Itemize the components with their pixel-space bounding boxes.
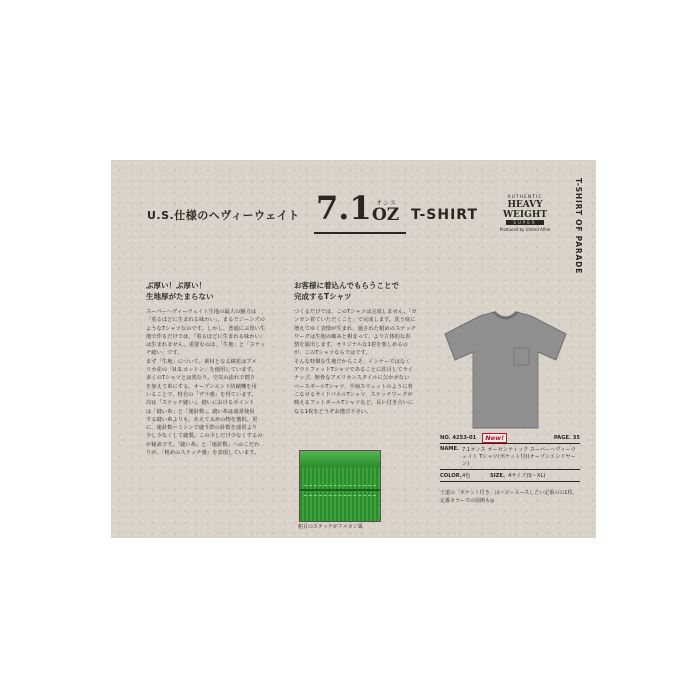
product-info xyxy=(440,432,580,505)
product-number: NO. 4253-01 xyxy=(440,434,477,441)
product-name-row xyxy=(440,444,580,470)
product-description: 王道の「ポケット付き」はヘビーユースしたい定番のの1枚。定番カラーでの展開も◎ xyxy=(440,490,578,504)
size-label: SIZE. xyxy=(490,472,505,479)
weight-unit: OZ xyxy=(372,205,400,225)
catalog-page xyxy=(111,160,596,538)
vertical-series-title: T-SHIRT OF PARADE xyxy=(574,178,583,275)
new-badge: New! xyxy=(482,433,507,443)
color-label: COLOR. xyxy=(440,472,462,479)
tshirt-title: T-SHIRT xyxy=(411,207,479,223)
logo-line-4: Produced by United Athle xyxy=(499,227,551,232)
name-label: NAME. xyxy=(440,446,460,452)
product-spec-row xyxy=(440,470,580,482)
weight-title xyxy=(314,190,406,234)
logo-line-1: AUTHENTIC xyxy=(507,195,543,200)
heavy-weight-logo xyxy=(496,195,554,237)
product-number-row xyxy=(440,432,580,444)
stitch-line xyxy=(304,485,376,486)
col1-body-text: スーパーヘヴィーウェイト生地の最大の魅力は 「着るほどに生まれる味わい」。まるでジーンズの ようなTシャツなのです。しかし、普通にぶ厚い生 地で作るだけでは、「着るほどに生まれる味わい」 は生まれません。重要なのは、「生地」と「ステッ チ縫い」です。 まず「生地」について。素材となる綿花はアメ リカ産の「U.S.コットン」を使用しています。 多くのTシャツとは異なり、空気の流れで撚り を加えて糸にする、オープンエンド紡績機を用 いることで、特有の「ザラ感」を得ています。 次は「ステッチ縫い」。縫いにおけるポイント は「縫い糸」と「運針数」。縫い糸は通常使用 する縫い糸よりも、あえて太めの物を選択。更 に、運針数＝ミシンで縫う際の針数を通常より 少し少なくして縫製。この少しだけ少なくするの が秘訣です。「縫い糸」と「運針数」へのこだわ りが、「粗めのステッチ感」を表現しています。 xyxy=(146,309,266,457)
col1-heading-line-2: 生地厚がたまらない xyxy=(146,292,214,301)
stitch-detail-photo xyxy=(299,450,381,522)
col2-heading-line-2: 完成するTシャツ xyxy=(294,292,352,301)
stitch-line xyxy=(304,495,376,496)
color-value: 4色 xyxy=(462,473,471,479)
weight-number: 7.1 xyxy=(316,189,372,227)
logo-line-3: SUPER xyxy=(506,220,544,225)
weight-ruby: オンス xyxy=(376,200,397,207)
fabric-fold xyxy=(300,451,380,467)
fabric-seam xyxy=(300,489,380,491)
size-value: 4サイズ(S～XL) xyxy=(507,473,546,479)
product-name: 7.1オンス オーセンティック スーパーヘヴィーウェイト Tシャツ(ポケット付)(オープンエンドヤーン) xyxy=(462,447,576,467)
tshirt-image xyxy=(438,308,573,433)
page-number: PAGE. 35 xyxy=(553,434,580,441)
tshirt-body xyxy=(445,312,566,428)
col1-heading xyxy=(146,280,271,302)
col2-body-text: つくるだけでは、このTシャツは完成しません。「ガ ンガン着ていただくこと」で完成します。洗う度に 増えてゆく表情が生まれ、施された粗めのステッチ ワークは生地の縮みと相まって、より立体的な表 情を演出します。オリジナルな1着を楽しめるの が、このTシャツならではです。 そんな特徴な生地だからこそ、インナーではなく アウトフィットTシャツであることに註目してライ ナップ。無骨なアメリカンスタイルに欠かせない ベースボールTシャツ、半袖スウェットのように着 こなせるサイドパネルTシャツ、ステッチワークが 映えるフットボールTシャツなど、長い付き合いに なる1枚をどうぞお選び下さい。 xyxy=(294,309,417,415)
col2-heading-line-1: お客様に着込んでもらうことで xyxy=(294,281,399,290)
photo-caption: 粗目のステッチがアメカジ風 xyxy=(298,524,363,530)
col2-heading xyxy=(294,280,439,302)
logo-line-2: HEAVY WEIGHT xyxy=(502,200,548,220)
catch-copy: U.S.仕様のヘヴィーウェイト xyxy=(147,209,300,222)
col1-heading-line-1: ぶ厚い！ぶ厚い！ xyxy=(146,281,206,290)
